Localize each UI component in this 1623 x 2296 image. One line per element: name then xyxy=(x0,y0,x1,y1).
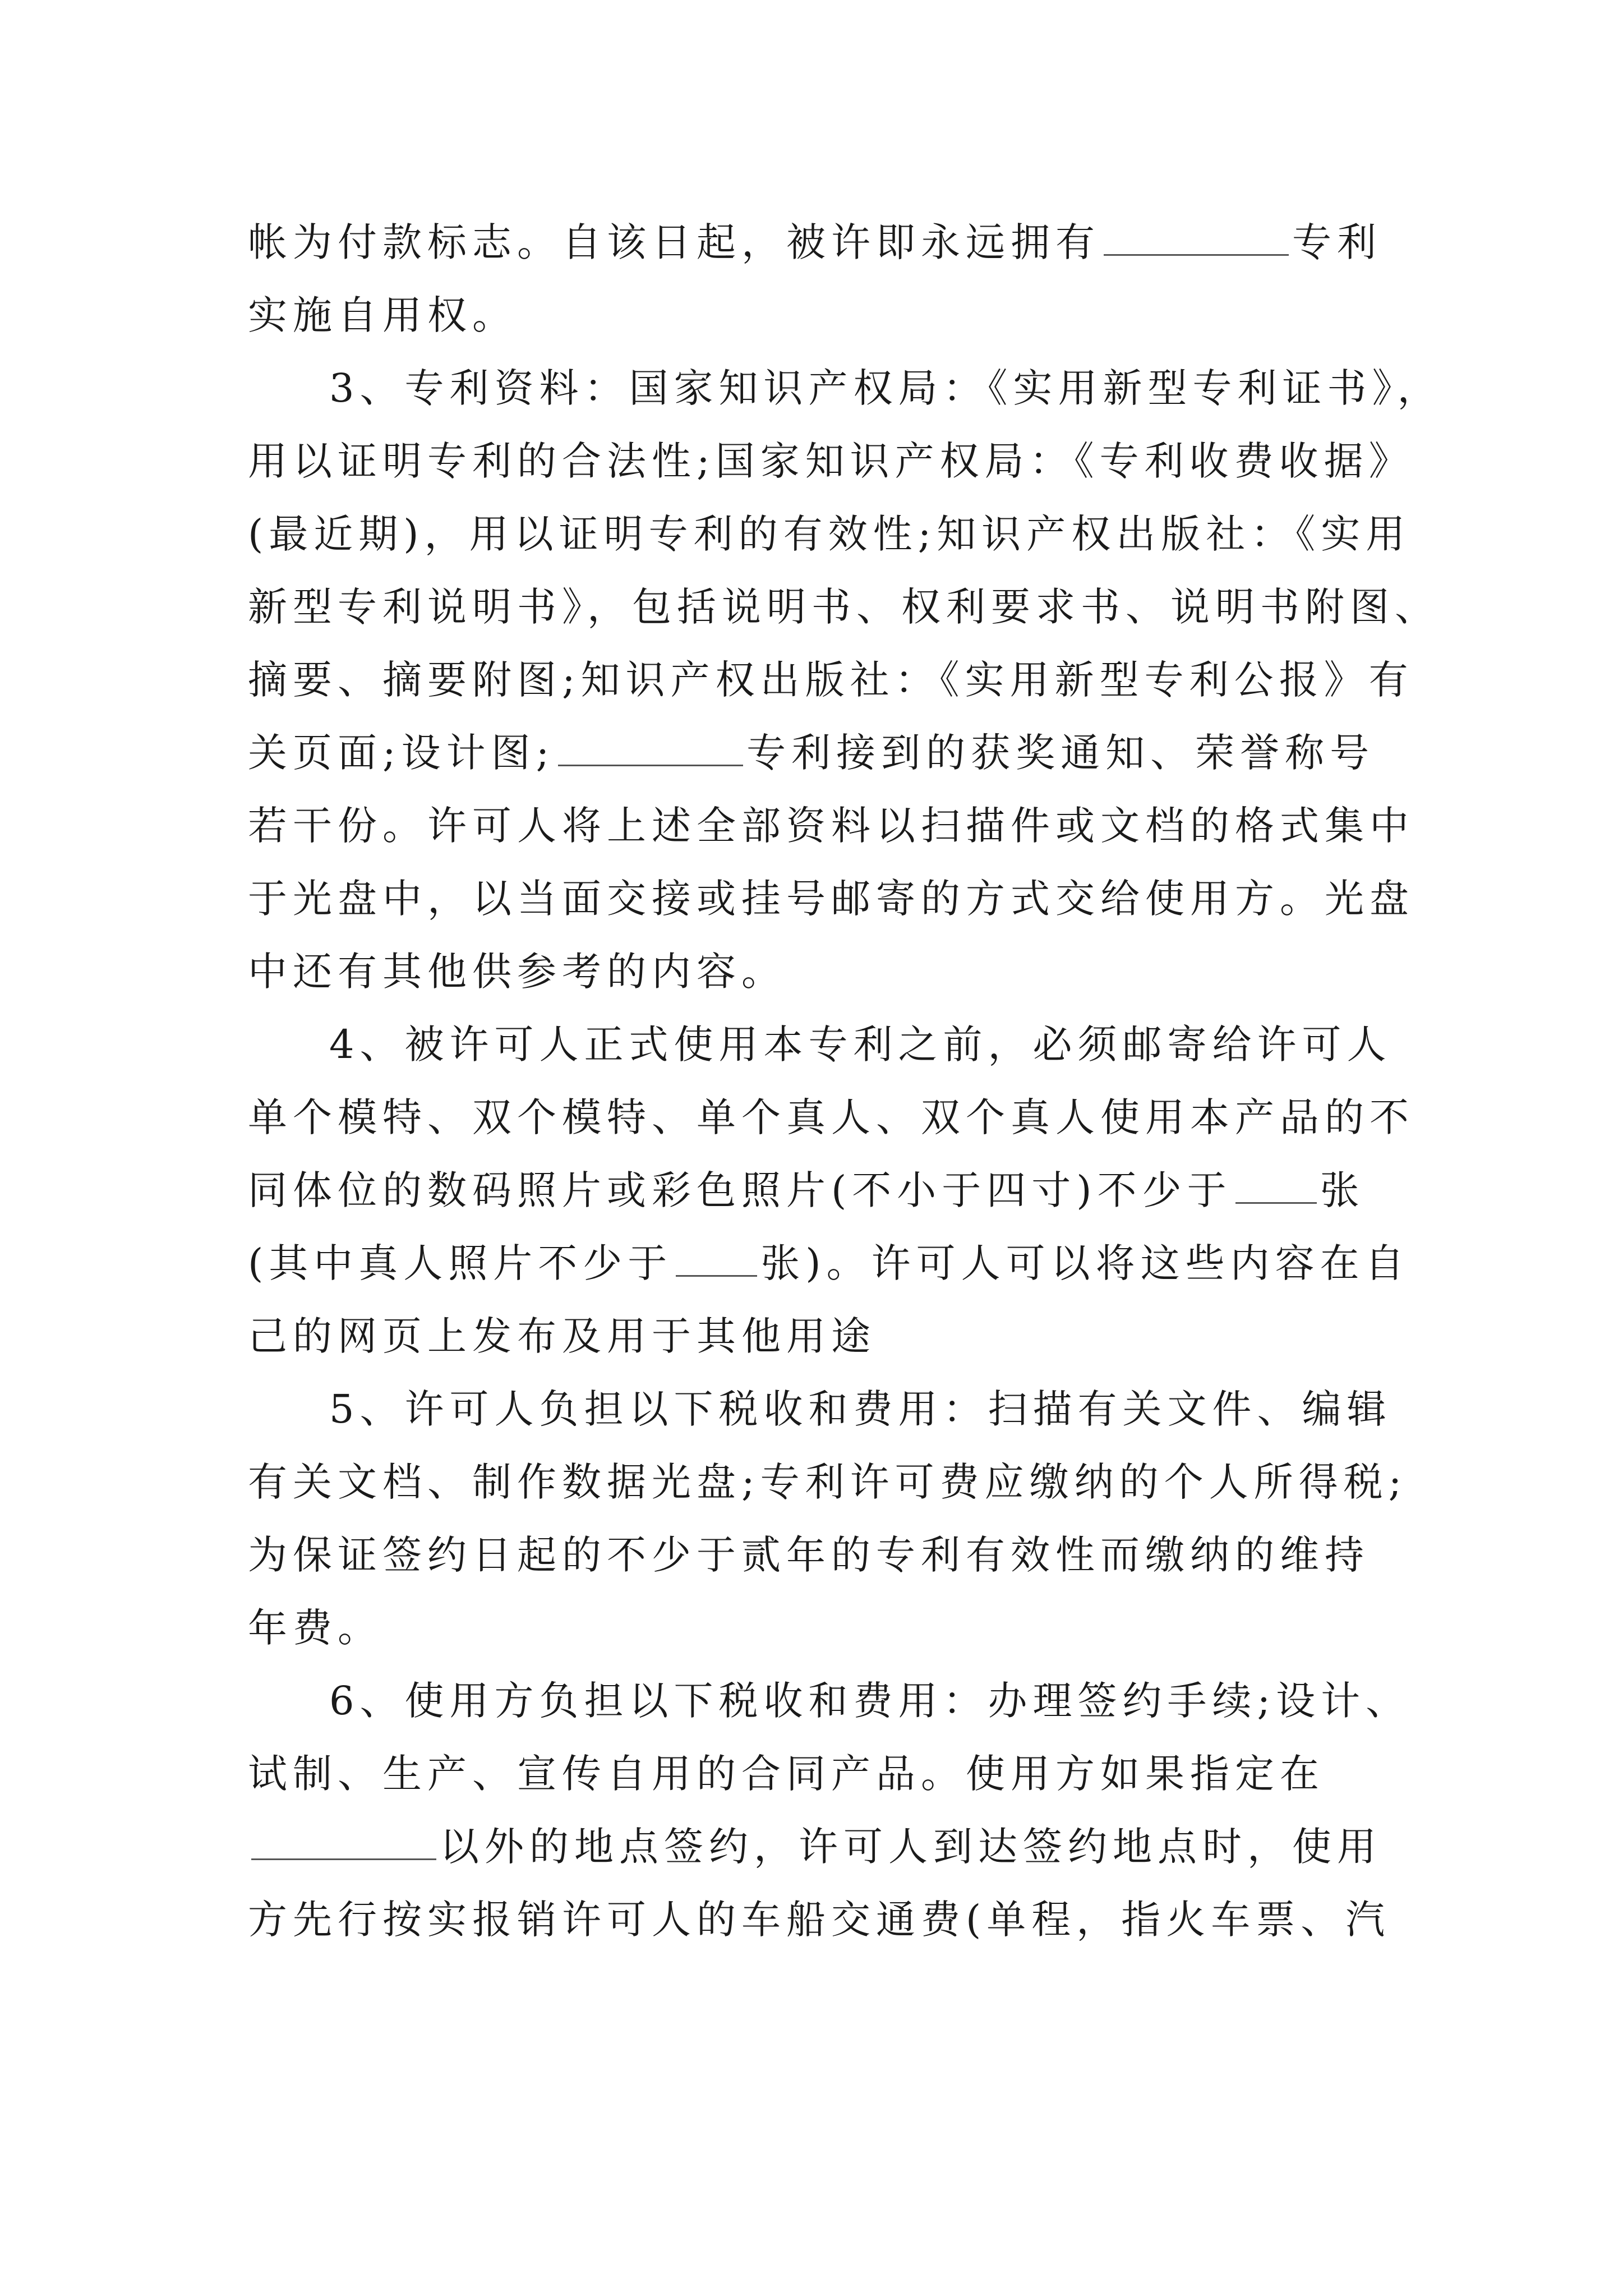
text-line xyxy=(248,355,1442,422)
text-line xyxy=(248,1375,1392,1443)
text-line xyxy=(248,500,1410,568)
text-line xyxy=(248,719,1375,786)
fill-in-blank xyxy=(251,1821,436,1860)
fill-in-blank xyxy=(558,728,743,766)
text-line xyxy=(248,573,1440,641)
text-line xyxy=(248,1594,382,1662)
text-segment: 年费。 xyxy=(248,1605,382,1651)
text-segment: 中还有其他供参考的内容。 xyxy=(248,949,786,995)
text-line xyxy=(248,427,1414,495)
text-line xyxy=(248,1886,1390,1953)
text-segment: 以外的地点签约，许可人到达签约地点时，使用 xyxy=(440,1824,1382,1870)
text-segment: 有关文档、制作数据光盘;专利许可费应缴纳的个人所得税; xyxy=(248,1459,1408,1505)
text-segment: 方先行按实报销许可人的车船交通费(单程，指火车票、汽 xyxy=(248,1897,1391,1943)
text-segment: 3、专利资料：国家知识产权局：《实用新型专利证书》， xyxy=(329,365,1442,411)
text-segment: 于光盘中，以当面交接或挂号邮寄的方式交给使用方。光盘 xyxy=(248,876,1414,922)
fill-in-blank xyxy=(1104,217,1289,256)
text-segment: 6、使用方负担以下税收和费用：办理签约手续;设计、 xyxy=(329,1678,1411,1724)
text-segment: 专利接到的获奖通知、荣誉称号 xyxy=(746,730,1375,776)
text-line xyxy=(248,1157,1365,1224)
text-segment: 新型专利说明书》，包括说明书、权利要求书、说明书附图、 xyxy=(248,584,1440,630)
text-line xyxy=(248,1303,876,1370)
text-segment: (其中真人照片不少于 xyxy=(248,1240,673,1286)
text-segment: 实施自用权。 xyxy=(248,292,517,338)
text-segment: 关页面;设计图; xyxy=(248,730,555,776)
text-segment: 同体位的数码照片或彩色照片(不小于四寸)不少于 xyxy=(248,1167,1232,1213)
text-line xyxy=(248,938,786,1005)
text-segment: 摘要、摘要附图;知识产权出版社：《实用新型专利公报》有 xyxy=(248,657,1414,703)
text-segment: 5、许可人负担以下税收和费用：扫描有关文件、编辑 xyxy=(329,1386,1392,1432)
text-segment: 为保证签约日起的不少于贰年的专利有效性而缴纳的维持 xyxy=(248,1532,1370,1578)
text-segment: 帐为付款标志。自该日起，被许即永远拥有 xyxy=(248,219,1100,265)
text-segment: 专利 xyxy=(1292,219,1382,265)
text-segment: (最近期)，用以证明专利的有效性;知识产权出版社：《实用 xyxy=(248,511,1411,557)
text-line xyxy=(248,792,1414,859)
text-line xyxy=(248,1813,1382,1880)
text-line xyxy=(248,865,1414,932)
text-segment: 用以证明专利的合法性;国家知识产权局：《专利收费收据》 xyxy=(248,438,1414,484)
text-line xyxy=(248,1230,1410,1297)
fill-in-blank xyxy=(676,1238,757,1277)
text-line xyxy=(248,1448,1407,1516)
text-line xyxy=(248,1084,1414,1151)
fill-in-blank xyxy=(1235,1165,1317,1204)
text-segment: 张 xyxy=(1320,1167,1365,1213)
text-line xyxy=(248,1011,1392,1078)
text-line xyxy=(248,646,1414,714)
text-line xyxy=(248,282,517,349)
text-line xyxy=(248,209,1382,276)
text-segment: 4、被许可人正式使用本专利之前，必须邮寄给许可人 xyxy=(329,1022,1392,1068)
text-segment: 试制、生产、宣传自用的合同产品。使用方如果指定在 xyxy=(248,1751,1325,1797)
text-segment: 若干份。许可人将上述全部资料以扫描件或文档的格式集中 xyxy=(248,803,1414,849)
text-segment: 己的网页上发布及用于其他用途 xyxy=(248,1313,876,1359)
text-segment: 张)。许可人可以将这些内容在自 xyxy=(760,1240,1410,1286)
text-line xyxy=(248,1740,1325,1807)
text-segment: 单个模特、双个模特、单个真人、双个真人使用本产品的不 xyxy=(248,1094,1414,1140)
text-line xyxy=(248,1521,1370,1589)
text-line xyxy=(248,1667,1410,1734)
